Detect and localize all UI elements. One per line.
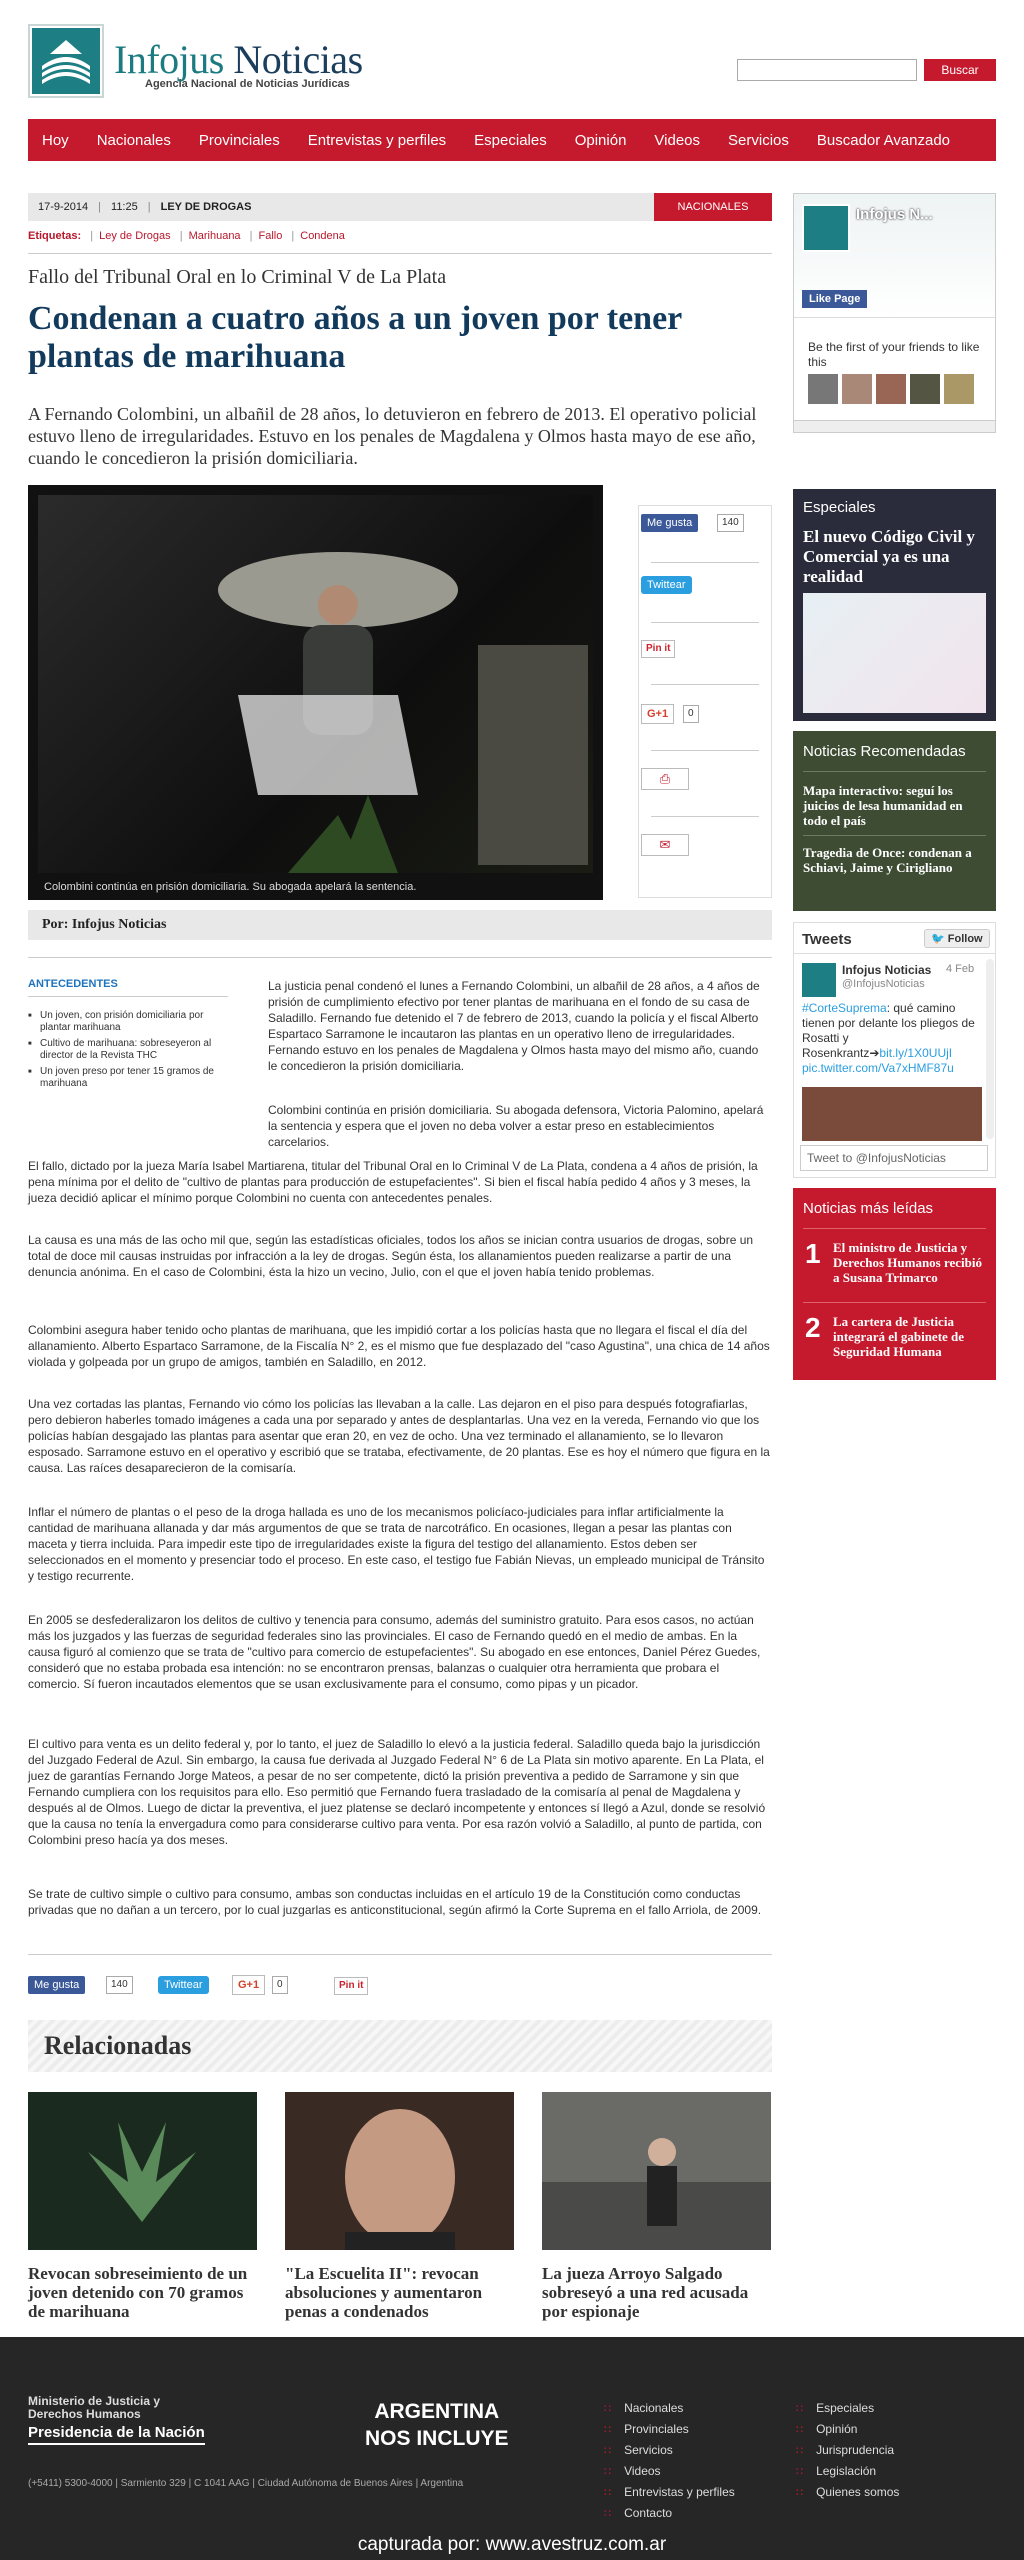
avatar[interactable]: [910, 374, 940, 404]
avatar[interactable]: [944, 374, 974, 404]
section-badge[interactable]: NACIONALES: [654, 193, 772, 221]
avatar[interactable]: [802, 963, 836, 997]
related-image[interactable]: [542, 2092, 771, 2250]
divider: [803, 835, 986, 836]
related-title[interactable]: "La Escuelita II": revocan absoluciones y aumentaron penas a condenados: [285, 2264, 483, 2321]
tweet-link[interactable]: bit.ly/1X0UUjI: [879, 1046, 953, 1060]
nav-item-servicios[interactable]: Servicios: [728, 131, 789, 149]
site-header: [0, 0, 1024, 118]
facebook-like-page-button[interactable]: Like Page: [802, 290, 867, 308]
avatar[interactable]: [876, 374, 906, 404]
tag-link[interactable]: Marihuana: [188, 230, 241, 242]
article-paragraph: Colombini asegura haber tenido ocho plantas de marihuana, que les impidió cortar a los policías hasta que no llegara el fiscal el día del allanamiento. Alberto Espartaco Sarramone, de la Fiscalía N° 2, es el mismo que fue desplazado del "caso Agustina", una chica de 14 años violada y golpeada por un grupo de amigos, también en Saladillo, en 2012.: [28, 1323, 770, 1369]
footer-link[interactable]: ∷ Nacionales: [604, 2398, 735, 2419]
tweet-date[interactable]: 4 Feb: [946, 963, 975, 975]
especiales-image[interactable]: [803, 593, 986, 713]
nav-item-buscador[interactable]: Buscador Avanzado: [816, 131, 951, 149]
divider: [651, 562, 759, 563]
especiales-widget[interactable]: [793, 489, 996, 721]
footer-link[interactable]: ∷ Legislación: [796, 2461, 899, 2482]
tweet-handle[interactable]: @InfojusNoticias: [842, 978, 925, 990]
facebook-like-button[interactable]: Me gusta: [28, 1976, 85, 1994]
related-title[interactable]: La jueza Arroyo Salgado sobreseyó a una red acusada por espionaje: [542, 2264, 749, 2321]
mas-leidas-heading: Noticias más leídas: [803, 1200, 934, 1217]
footer-links-2: [796, 2398, 899, 2503]
search-input[interactable]: [737, 59, 917, 81]
divider: [28, 253, 772, 254]
facebook-like-button[interactable]: Me gusta: [641, 514, 698, 532]
article-time: 11:25: [111, 201, 138, 213]
article-kicker: Fallo del Tribunal Oral en lo Criminal V de La Plata: [28, 266, 447, 288]
article-paragraph: Una vez cortadas las plantas, Fernando vio cómo los policías las llevaban a la calle. Las dejaron en el piso para después fotografiarlas, pero debieron haberles tomado imágenes a cada una por separado y antes de desplantarlas. Una vez en la vereda, Fernando vio que los policías habían desgajado las plantas para asentar que eran 20, en vez de ocho. Una vez terminado el allanamiento, se lo llevaron esposado. Sarramone estuvo en el operativo y escribió que se trataba, efectivamente, de 20 plantas. Ese es hoy el número que figura en la causa. Las raíces desaparecieron de la comisaría.: [28, 1397, 770, 1475]
antecedente-link[interactable]: ■ Un joven preso por tener 15 gramos de marihuana: [28, 1066, 234, 1090]
article-meta: 17-9-2014 | 11:25 | LEY DE DROGAS NACIONALES: [28, 193, 772, 221]
divider: [28, 1954, 772, 1955]
facebook-like-count: 140: [106, 1976, 133, 1994]
antecedente-link[interactable]: ■ Cultivo de marihuana: sobreseyeron al director de la Revista THC: [28, 1038, 234, 1062]
facebook-page-name[interactable]: Infojus N...: [856, 206, 933, 223]
related-image[interactable]: [285, 2092, 514, 2250]
footer-link[interactable]: ∷ Jurisprudencia: [796, 2440, 899, 2461]
divider: [803, 1302, 986, 1303]
article-date: 17-9-2014: [38, 201, 89, 213]
article-paragraph: Inflar el número de plantas o el peso de la droga hallada es uno de los mecanismos policíaco-judiciales para inflar artificialmente la cantidad de marihuana allanada y dar más argumentos de que se trata de narcotráfico. En ocasiones, llegan a pesar las plantas con maceta y tierra incluida. Para impedir este tipo de irregularidades existe la figura del testigo del allanamiento. Estos deben ser seleccionados en el momento y presenciar todo el proceso. En este caso, el testigo fue Fabián Nievas, un empleado municipal de Tránsito y testigo recurrente.: [28, 1505, 765, 1583]
footer-link[interactable]: ∷ Entrevistas y perfiles: [604, 2482, 735, 2503]
article-headline: Condenan a cuatro años a un joven por tener plantas de marihuana: [28, 300, 682, 375]
google-plus-count: 0: [683, 705, 699, 723]
logo-icon[interactable]: [28, 24, 104, 98]
facebook-like-count: 140: [717, 514, 744, 532]
tweet-to-input[interactable]: Tweet to @InfojusNoticias: [800, 1145, 988, 1171]
google-plus-count: 0: [272, 1976, 288, 1994]
logo-title[interactable]: Infojus Noticias: [114, 37, 363, 82]
tweet-author[interactable]: Infojus Noticias: [842, 963, 932, 977]
twitter-widget: [793, 922, 996, 1178]
divider: [28, 957, 772, 958]
nav-item-hoy[interactable]: Hoy: [42, 131, 69, 149]
divider: [794, 953, 995, 954]
antecedentes-title: ANTECEDENTES: [28, 978, 118, 990]
article-paragraph: La causa es una más de las ocho mil que, según las estadísticas oficiales, todos los años se inician contra usuarios de drogas, sobre un total de doce mil causas instruidas por infracción a la ley de drogas. Según ésta, los allanamientos pueden realizarse a partir de una denuncia anónima. En el caso de Colombini, ésta la hizo un vecino, Julio, con el que el joven había tenido problemas.: [28, 1233, 754, 1279]
pinterest-button[interactable]: Pin it: [334, 1977, 368, 1995]
facebook-widget: [793, 193, 996, 433]
divider: [651, 622, 759, 623]
especiales-title[interactable]: El nuevo Código Civil y Comercial ya es una realidad: [803, 527, 975, 586]
tag-link[interactable]: Ley de Drogas: [99, 230, 171, 242]
scrollbar[interactable]: [986, 959, 994, 1139]
photo-image: [38, 495, 593, 873]
nav-item-provinciales[interactable]: Provinciales: [198, 131, 280, 149]
tweet-button[interactable]: Twittear: [641, 576, 692, 594]
article-paragraph: Colombini continúa en prisión domiciliaria. Su abogada defensora, Victoria Palomino, apelará la sentencia y espera que el joven no deba volver a estar preso en establecimientos carcelarios.: [268, 1103, 764, 1149]
photo-caption: Colombini continúa en prisión domiciliaria. Su abogada apelará la sentencia.: [44, 881, 417, 893]
tag-link[interactable]: Condena: [300, 230, 345, 242]
article-lede: A Fernando Colombini, un albañil de 28 años, lo detuvieron en febrero de 2013. El operativo policial estuvo lleno de irregularidades. Estuvo en los penales de Magdalena y Olmos hasta mayo de ese año, cuando le concedieron la prisión domiciliaria.: [28, 404, 757, 468]
avatar[interactable]: [808, 374, 838, 404]
main-nav: [28, 119, 996, 161]
google-plus-button[interactable]: G+1: [641, 704, 674, 724]
related-title[interactable]: Revocan sobreseimiento de un joven detenido con 70 gramos de marihuana: [28, 2264, 248, 2321]
footer-ministerio[interactable]: Ministerio de Justicia y Derechos Humanos: [28, 2394, 161, 2421]
mas-leidas-widget: [793, 1188, 996, 1380]
recomendadas-heading: Noticias Recomendadas: [803, 743, 966, 760]
divider: [803, 1228, 986, 1229]
share-box: [638, 505, 772, 898]
tag-link[interactable]: Fallo: [258, 230, 283, 242]
nav-item-videos[interactable]: Videos: [654, 131, 701, 149]
article-paragraph: Se trate de cultivo simple o cultivo para consumo, ambas son conductas incluidas en el artículo 19 de la Constitución como conductas privadas que no dañan a un tercero, por lo cual juzgarlas es anticonstitucional, según afirmó la Corte Suprema en el fallo Arriola, de 2009.: [28, 1887, 762, 1917]
article-photo[interactable]: [28, 485, 603, 900]
footer-link[interactable]: ∷ Especiales: [796, 2398, 899, 2419]
footer-link[interactable]: ∷ Provinciales: [604, 2419, 735, 2440]
mail-icon[interactable]: ✉: [641, 834, 689, 856]
article-paragraph: El cultivo para venta es un delito federal y, por lo tanto, el juez de Saladillo lo elevó a la justicia federal. Saladillo queda bajo la jurisdicción del Juzgado Federal de Azul. Sin embargo, la causa fue derivada al Juzgado Federal N° 6 de La Plata sin motivo aparente. En La Plata, el juez de garantías Fernando Jorge Mateos, a pesar de no ser competente, dictó la prisión preventiva a pedido de Sarramone y sin que Fernando cumpliera con los requisitos para ello. Eso permitió que Fernando fuera trasladado de la comisaría al penal de Magdalena y después al de Olmos. Luego de dictar la preventiva, el juez platense se declaró incompetente y entonces sí llegó a Azul, donde se resolvió que la causa no tenía la envergadura como para considerarse cultivo para venta. Por esa razón volvió a Saladillo, al punto de partida, con Colombini preso hacía ya dos meses.: [28, 1737, 766, 1847]
mas-leida-link[interactable]: El ministro de Justicia y Derechos Humanos recibió a Susana Trimarco: [833, 1240, 983, 1285]
footer-link[interactable]: ∷ Opinión: [796, 2419, 899, 2440]
recomendadas-widget: [793, 731, 996, 911]
google-plus-button[interactable]: G+1: [232, 1975, 265, 1995]
facebook-cover: [794, 194, 995, 318]
especiales-heading: Especiales: [803, 499, 876, 516]
scrollbar[interactable]: [794, 420, 995, 432]
article-paragraph: La justicia penal condenó el lunes a Fernando Colombini, un albañil de 28 años, a 4 años de prisión de cumplimiento efectivo por tener plantas de marihuana en el fondo de su casa de Saladillo. Fernando fue detenido el 7 de febrero de 2013, cuando la policía y el fiscal Alberto Espartaco Sarramone le incautaron las plantas en un operativo lleno de irregularidades. Fernando estuvo en los penales de Magdalena y Olmos hasta mayo del mismo año, cuando le concedieron la prisión domiciliaria.: [268, 979, 760, 1073]
twitter-follow-button[interactable]: 🐦 Follow: [924, 929, 990, 948]
antecedente-link[interactable]: ■ Un joven, con prisión domiciliaria por plantar marihuana: [28, 1010, 234, 1034]
divider: [651, 816, 759, 817]
relacionadas-title: Relacionadas: [28, 2020, 772, 2072]
footer-link[interactable]: ∷ Contacto: [604, 2503, 735, 2524]
nav-item-nacionales[interactable]: Nacionales: [96, 131, 171, 149]
article-author: Por: Infojus Noticias: [28, 910, 772, 940]
tweet-button[interactable]: Twittear: [158, 1976, 209, 1994]
tags: Etiquetas: | Ley de Drogas | Marihuana | Fallo | Condena: [28, 230, 345, 242]
tweet-text: #CorteSuprema: qué camino tienen por delante los pliegos de Rosatti y Rosenkrantz➔bit.ly/1X0UUjI pic.twitter.com/Va7xHMF87u: [802, 1001, 975, 1075]
article-topic: LEY DE DROGAS: [160, 201, 252, 213]
print-icon[interactable]: ⎙: [641, 768, 689, 790]
footer-presidencia[interactable]: Presidencia de la Nación: [28, 2424, 205, 2445]
tags-label: Etiquetas:: [28, 230, 82, 242]
footer-address: (+5411) 5300-4000 | Sarmiento 329 | C 1041 AAG | Ciudad Autónoma de Buenos Aires | Argentina: [28, 2478, 464, 2489]
antecedentes-list: [28, 1010, 234, 1094]
footer-link[interactable]: ∷ Videos: [604, 2461, 735, 2482]
tweet-image[interactable]: [802, 1087, 982, 1141]
tweets-heading: Tweets: [802, 931, 852, 948]
footer-link[interactable]: ∷ Quienes somos: [796, 2482, 899, 2503]
mas-leida-link[interactable]: La cartera de Justicia integrará el gabinete de Seguridad Humana: [833, 1314, 965, 1359]
avatar[interactable]: [842, 374, 872, 404]
nav-item-entrevistas[interactable]: Entrevistas y perfiles: [307, 131, 447, 149]
recomendada-link[interactable]: Mapa interactivo: seguí los juicios de lesa humanidad en todo el país: [803, 783, 963, 828]
twitter-bird-icon: 🐦: [931, 933, 945, 945]
divider: [651, 750, 759, 751]
article-paragraph: En 2005 se desfederalizaron los delitos de cultivo y tenencia para consumo, además del suministro gratuito. Para esos casos, no actúan más los juzgados y las fuerzas de seguridad federales sino las provinciales. El caso de Fernando quedó en el medio de ambas. En la causa figuró al comienzo que se trata de "cultivo para comercio de estupefacientes". Su abogado en ese entonces, Daniel Pérez Guedes, consideró que no estaba probada esa intención: no se encontraron prensas, balanzas o cualquier otra herramienta que probara el comercio. Sí fueron incautados elementos que se usan exclusivamente para el consumo, como pipas y un picador.: [28, 1613, 761, 1691]
tweet-link[interactable]: pic.twitter.com/Va7xHMF87u: [802, 1061, 954, 1075]
divider: [651, 684, 759, 685]
facebook-faces: [808, 374, 974, 404]
related-image[interactable]: [28, 2092, 257, 2250]
pinterest-button[interactable]: Pin it: [641, 640, 675, 658]
divider: [803, 771, 986, 772]
footer-argentina-logo[interactable]: ARGENTINA NOS INCLUYE: [365, 2400, 509, 2450]
rank-number: 2: [805, 1312, 821, 1343]
capture-credit: capturada por: www.avestruz.com.ar: [357, 2534, 667, 2555]
divider: [28, 996, 228, 997]
logo-subtitle: Agencia Nacional de Noticias Jurídicas: [145, 78, 350, 90]
recomendada-link[interactable]: Tragedia de Once: condenan a Schiavi, Jaime y Cirigliano: [803, 845, 972, 875]
hashtag-link[interactable]: #CorteSuprema: [802, 1001, 887, 1015]
footer-link[interactable]: ∷ Servicios: [604, 2440, 735, 2461]
footer-links-1: [604, 2398, 735, 2524]
nav-item-opinion[interactable]: Opinión: [574, 131, 627, 149]
rank-number: 1: [805, 1238, 821, 1269]
article-paragraph: El fallo, dictado por la jueza María Isabel Martiarena, titular del Tribunal Oral en lo Criminal V de La Plata, condena a 4 años de prisión, la pena mínima por el delito de "cultivo de plantas para producción de estupefacientes". Si bien el fiscal había pedido 4 años y 3 meses, la jueza decidió aplicar el mínimo porque Colombini no cuenta con antecedentes penales.: [28, 1159, 758, 1205]
logo-icon: [802, 204, 850, 252]
search-button[interactable]: Buscar: [924, 59, 996, 81]
facebook-friends-text: Be the first of your friends to like this: [808, 340, 980, 369]
nav-item-especiales[interactable]: Especiales: [474, 131, 547, 149]
